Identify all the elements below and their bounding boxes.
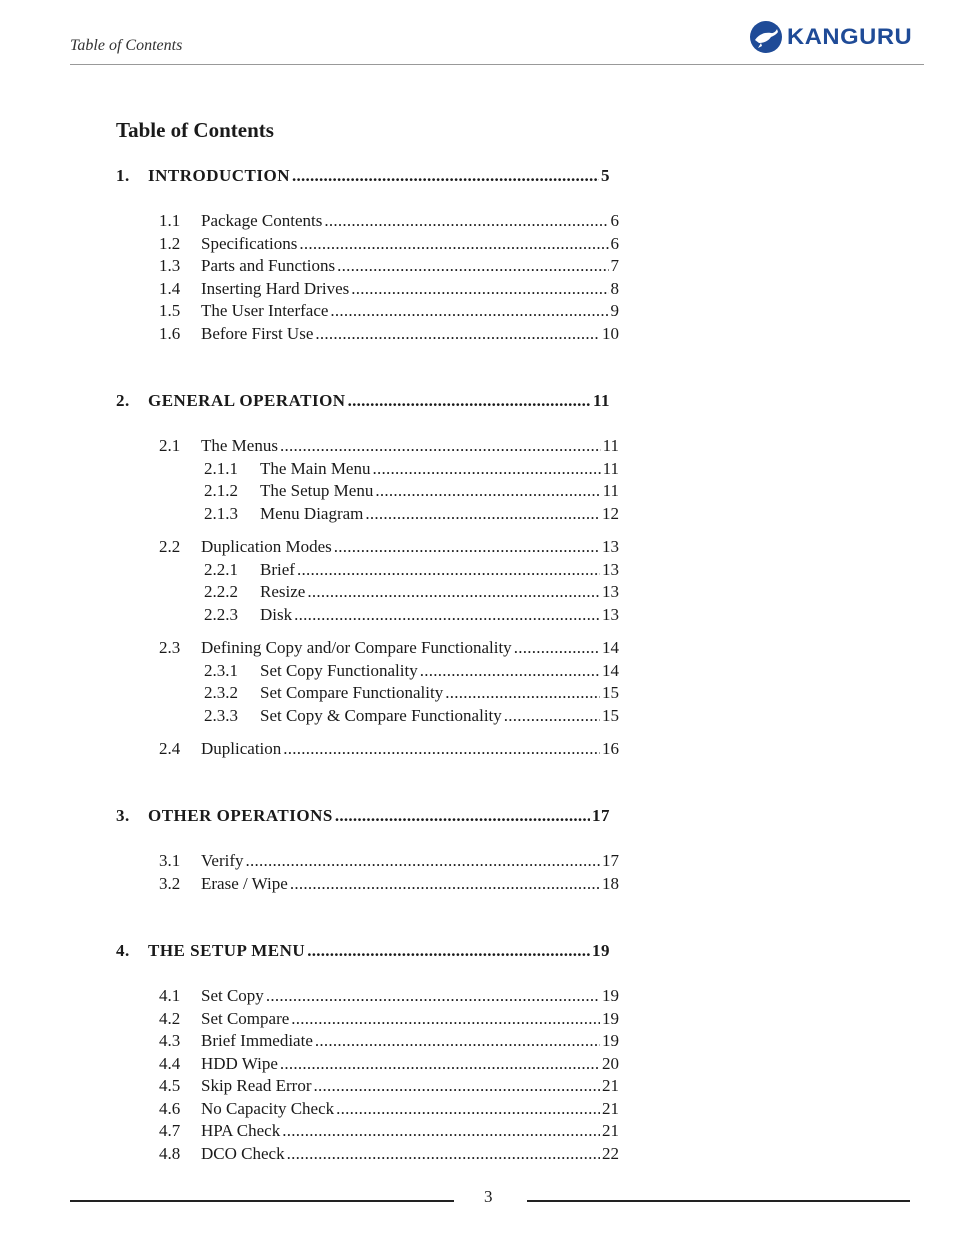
- entry-label: Duplication: [201, 739, 282, 758]
- entry-page: 17: [592, 806, 610, 825]
- toc-section[interactable]: [116, 390, 610, 412]
- toc-subsection[interactable]: [159, 1030, 619, 1052]
- entry-number: 2.: [116, 391, 130, 410]
- entry-number: 4.6: [159, 1098, 181, 1118]
- dot-leader: [292, 165, 599, 187]
- dot-leader: [282, 1120, 600, 1142]
- entry-number: 1.2: [159, 233, 181, 253]
- entry-page: 13: [602, 537, 619, 556]
- dot-leader: [280, 1053, 600, 1075]
- dot-leader: [348, 390, 591, 412]
- entry-page: 21: [602, 1098, 619, 1118]
- entry-page: 11: [602, 481, 619, 500]
- entry-label: Set Copy Functionality: [260, 660, 418, 680]
- dot-leader: [504, 705, 600, 727]
- entry-page: 21: [602, 1076, 619, 1095]
- toc-subsection[interactable]: [159, 1120, 619, 1142]
- entry-number: 2.4: [159, 739, 181, 758]
- entry-label: HPA Check: [201, 1121, 281, 1140]
- toc-subsection[interactable]: [159, 637, 619, 659]
- entry-label: No Capacity Check: [201, 1098, 335, 1118]
- entry-label: Resize: [260, 582, 306, 601]
- entry-page: 7: [610, 256, 619, 275]
- entry-label: GENERAL OPERATION: [148, 391, 346, 410]
- entry-number: 1.1: [159, 211, 181, 230]
- kangaroo-circle-icon: [749, 20, 783, 54]
- entry-page: 9: [610, 301, 619, 320]
- entry-page: 13: [602, 559, 619, 579]
- entry-number: 4.3: [159, 1031, 181, 1050]
- toc-subsection[interactable]: [159, 278, 619, 300]
- dot-leader: [283, 738, 600, 760]
- dot-leader: [315, 1030, 600, 1052]
- dot-leader: [307, 581, 600, 603]
- toc-subsection[interactable]: [159, 873, 619, 895]
- toc-item[interactable]: [204, 604, 619, 626]
- entry-number: 1.5: [159, 301, 181, 320]
- entry-label: Defining Copy and/or Compare Functionality: [201, 638, 512, 657]
- entry-number: 2.3.3: [204, 705, 238, 725]
- dot-leader: [291, 1008, 600, 1030]
- dot-leader: [313, 1075, 600, 1097]
- entry-number: 1.6: [159, 323, 181, 343]
- entry-label: Duplication Modes: [201, 537, 332, 556]
- entry-page: 11: [602, 458, 619, 478]
- entry-label: HDD Wipe: [201, 1053, 278, 1073]
- entry-number: 2.3.1: [204, 660, 238, 680]
- dot-leader: [330, 300, 608, 322]
- dot-leader: [315, 323, 600, 345]
- entry-page: 8: [610, 278, 619, 298]
- entry-number: 2.1.3: [204, 503, 238, 523]
- dot-leader: [299, 233, 608, 255]
- dot-leader: [372, 458, 600, 480]
- entry-number: 2.2.3: [204, 604, 238, 624]
- entry-number: 1.4: [159, 278, 181, 298]
- entry-label: Set Copy: [201, 986, 264, 1005]
- entry-page: 22: [602, 1143, 619, 1163]
- toc-subsection[interactable]: [159, 435, 619, 457]
- toc-item[interactable]: [204, 581, 619, 603]
- logo-text: KANGURU: [787, 24, 913, 49]
- entry-page: 10: [602, 323, 619, 343]
- dot-leader: [290, 873, 600, 895]
- entry-number: 2.1.2: [204, 481, 238, 500]
- entry-label: The User Interface: [201, 301, 329, 320]
- entry-number: 1.: [116, 166, 130, 185]
- dot-leader: [266, 985, 600, 1007]
- footer-rule-left: [70, 1200, 454, 1202]
- dot-leader: [337, 255, 608, 277]
- toc-item[interactable]: [204, 480, 619, 502]
- entry-number: 3.1: [159, 851, 181, 870]
- entry-number: 4.4: [159, 1053, 181, 1073]
- entry-number: 3.2: [159, 873, 181, 893]
- entry-number: 4.7: [159, 1121, 181, 1140]
- entry-label: The Setup Menu: [260, 481, 374, 500]
- entry-page: 15: [602, 683, 619, 702]
- entry-label: Package Contents: [201, 211, 323, 230]
- toc-subsection[interactable]: [159, 1075, 619, 1097]
- entry-label: INTRODUCTION: [148, 166, 291, 185]
- entry-label: Set Copy & Compare Functionality: [260, 705, 502, 725]
- entry-page: 6: [610, 211, 619, 230]
- entry-number: 2.3: [159, 638, 181, 657]
- dot-leader: [514, 637, 600, 659]
- entry-page: 19: [592, 941, 610, 960]
- dot-leader: [307, 940, 590, 962]
- entry-number: 4.2: [159, 1008, 181, 1028]
- dot-leader: [324, 210, 608, 232]
- entry-label: THE SETUP MENU: [148, 941, 306, 960]
- toc-section[interactable]: [116, 165, 610, 187]
- entry-label: Inserting Hard Drives: [201, 278, 350, 298]
- toc-item[interactable]: [204, 458, 619, 480]
- entry-label: Verify: [201, 851, 244, 870]
- entry-number: 2.3.2: [204, 683, 238, 702]
- entry-number: 2.2.1: [204, 559, 238, 579]
- dot-leader: [245, 850, 600, 872]
- entry-page: 13: [602, 604, 619, 624]
- entry-page: 21: [602, 1121, 619, 1140]
- page-number: 3: [484, 1187, 493, 1206]
- dot-leader: [334, 536, 600, 558]
- entry-page: 19: [602, 986, 619, 1005]
- footer-rule-right: [527, 1200, 910, 1202]
- entry-number: 4.8: [159, 1143, 181, 1163]
- entry-page: 13: [602, 582, 619, 601]
- entry-number: 2.2: [159, 537, 181, 556]
- dot-leader: [375, 480, 600, 502]
- entry-page: 11: [602, 436, 619, 455]
- entry-number: 4.1: [159, 986, 181, 1005]
- toc-subsection[interactable]: [159, 850, 619, 872]
- toc-item[interactable]: [204, 559, 619, 581]
- dot-leader: [365, 503, 600, 525]
- entry-label: Specifications: [201, 233, 298, 253]
- toc-subsection[interactable]: [159, 1053, 619, 1075]
- toc-item[interactable]: [204, 682, 619, 704]
- entry-label: DCO Check: [201, 1143, 285, 1163]
- toc-subsection[interactable]: [159, 1008, 619, 1030]
- dot-leader: [336, 1098, 600, 1120]
- entry-number: 3.: [116, 806, 130, 825]
- toc-item[interactable]: [204, 705, 619, 727]
- dot-leader: [294, 604, 600, 626]
- dot-leader: [297, 559, 600, 581]
- toc-subsection[interactable]: [159, 1098, 619, 1120]
- toc-subsection[interactable]: [159, 255, 619, 277]
- entry-page: 14: [602, 638, 619, 657]
- entry-number: 2.1: [159, 436, 181, 455]
- entry-page: 14: [602, 660, 619, 680]
- header-rule: [70, 64, 924, 65]
- entry-page: 19: [602, 1008, 619, 1028]
- entry-label: OTHER OPERATIONS: [148, 806, 333, 825]
- entry-number: 2.1.1: [204, 458, 238, 478]
- entry-number: 4.5: [159, 1076, 181, 1095]
- entry-label: Brief: [260, 559, 295, 579]
- dot-leader: [445, 682, 600, 704]
- entry-label: The Main Menu: [260, 458, 371, 478]
- entry-page: 16: [602, 739, 619, 758]
- entry-page: 6: [610, 233, 619, 253]
- entry-label: Before First Use: [201, 323, 314, 343]
- toc-subsection[interactable]: [159, 300, 619, 322]
- entry-page: 17: [602, 851, 619, 870]
- entry-page: 5: [601, 166, 610, 185]
- entry-number: 4.: [116, 941, 130, 960]
- running-header: Table of Contents: [70, 37, 183, 54]
- entry-label: The Menus: [201, 436, 278, 455]
- toc-subsection[interactable]: [159, 323, 619, 345]
- entry-number: 2.2.2: [204, 582, 238, 601]
- dot-leader: [351, 278, 608, 300]
- entry-label: Erase / Wipe: [201, 873, 288, 893]
- entry-label: Menu Diagram: [260, 503, 364, 523]
- toc-subsection[interactable]: [159, 210, 619, 232]
- entry-label: Brief Immediate: [201, 1031, 313, 1050]
- kanguru-logo: [749, 20, 913, 54]
- toc-section[interactable]: [116, 805, 610, 827]
- entry-page: 18: [602, 873, 619, 893]
- toc-section[interactable]: [116, 940, 610, 962]
- toc-item[interactable]: [204, 660, 619, 682]
- entry-page: 15: [602, 705, 619, 725]
- entry-page: 19: [602, 1031, 619, 1050]
- toc-subsection[interactable]: [159, 536, 619, 558]
- dot-leader: [280, 435, 601, 457]
- dot-leader: [420, 660, 600, 682]
- entry-label: Skip Read Error: [201, 1076, 312, 1095]
- entry-label: Parts and Functions: [201, 256, 336, 275]
- toc-subsection[interactable]: [159, 233, 619, 255]
- toc-title: Table of Contents: [116, 118, 274, 142]
- entry-label: Disk: [260, 604, 293, 624]
- toc-item[interactable]: [204, 503, 619, 525]
- toc-subsection[interactable]: [159, 1143, 619, 1165]
- entry-page: 12: [602, 503, 619, 523]
- entry-number: 1.3: [159, 256, 181, 275]
- toc-subsection[interactable]: [159, 738, 619, 760]
- entry-label: Set Compare Functionality: [260, 683, 444, 702]
- toc-subsection[interactable]: [159, 985, 619, 1007]
- dot-leader: [335, 805, 590, 827]
- entry-page: 20: [602, 1053, 619, 1073]
- entry-label: Set Compare: [201, 1008, 290, 1028]
- entry-page: 11: [592, 391, 610, 410]
- dot-leader: [287, 1143, 600, 1165]
